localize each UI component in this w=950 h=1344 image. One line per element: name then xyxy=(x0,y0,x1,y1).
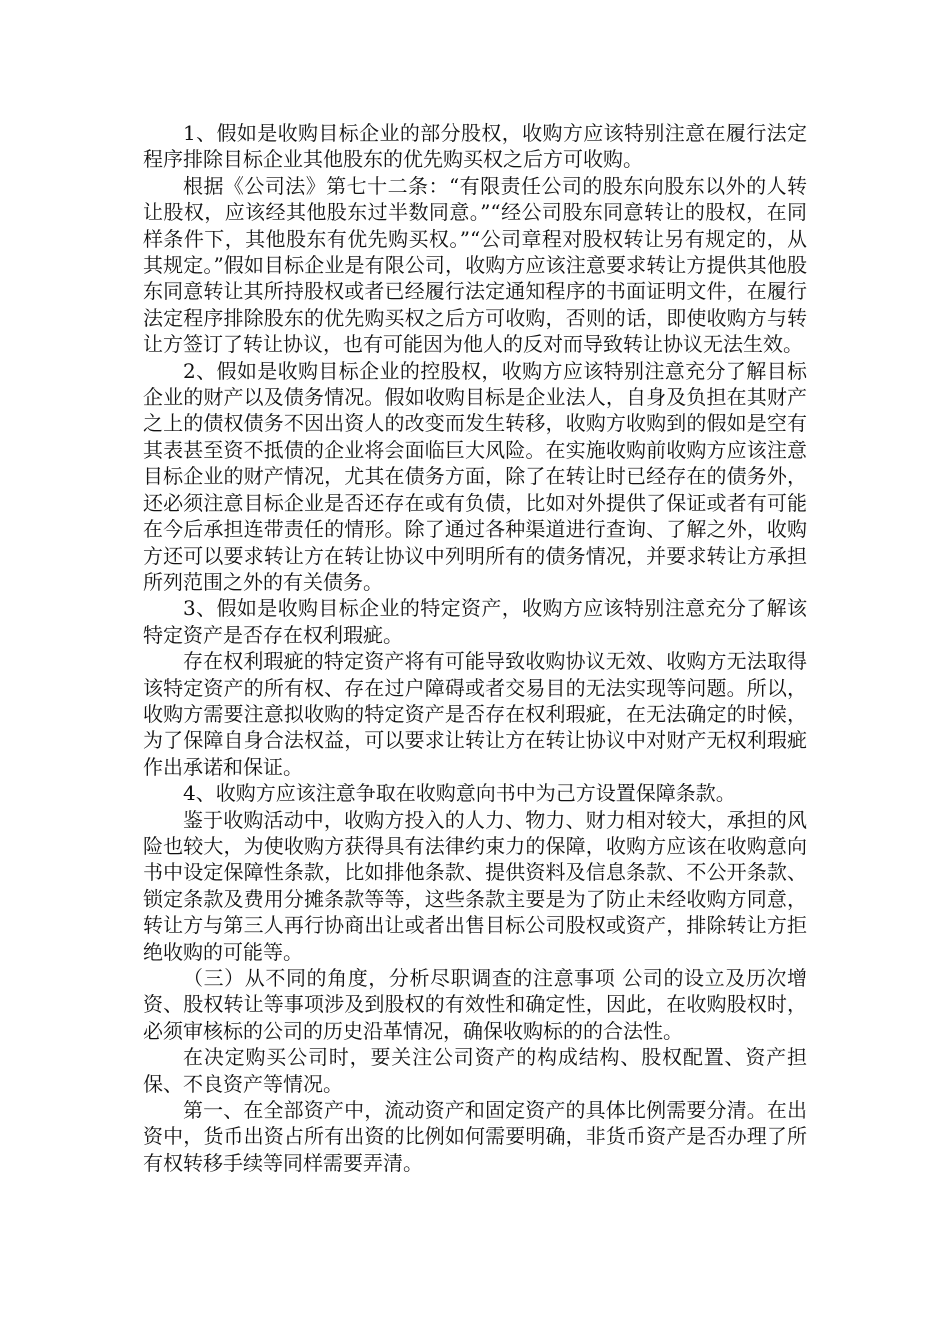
paragraph-rights-defect: 存在权利瑕疵的特定资产将有可能导致收购协议无效、收购方无法取得该特定资产的所有权、存在过户障碍或者交易目的无法实现等问题。所以，收购方需要注意拟收购的特定资产是否存在权利瑕疵，在无法确定的时候，为了保障自身合法权益，可以要求让转让方在转让协议中对财产无权利瑕疵作出承诺和保证。 xyxy=(143,649,807,779)
paragraph-letter-of-intent: 鉴于收购活动中，收购方投入的人力、物力、财力相对较大，承担的风险也较大，为使收购方获得具有法律约束力的保障，收购方应该在收购意向书中设定保障性条款，比如排他条款、提供资料及信息条款、不公开条款、锁定条款及费用分摊条款等等，这些条款主要是为了防止未经收购方同意，转让方与第三人再行协商出让或者出售目标公司股权或资产，排除转让方拒绝收购的可能等。 xyxy=(143,807,807,964)
paragraph-partial-equity: 1、假如是收购目标企业的部分股权，收购方应该特别注意在履行法定程序排除目标企业其他股东的优先购买权之后方可收购。 xyxy=(143,121,807,172)
paragraph-protective-clauses: 4、收购方应该注意争取在收购意向书中为己方设置保障条款。 xyxy=(183,781,736,806)
paragraph-current-fixed-assets: 第一、在全部资产中，流动资产和固定资产的具体比例需要分清。在出资中，货币出资占所有出资的比例如何需要明确，非货币资产是否办理了所有权转移手续等同样需要弄清。 xyxy=(143,1098,807,1175)
paragraph-specific-assets: 3、假如是收购目标企业的特定资产，收购方应该特别注意充分了解该特定资产是否存在权利瑕疵。 xyxy=(143,596,807,647)
paragraph-due-diligence: （三）从不同的角度，分析尽职调查的注意事项 公司的设立及历次增资、股权转让等事项涉及到股权的有效性和确定性，因此，在收购股权时，必须审核标的公司的历史沿革情况，确保收购标的的合法性。 xyxy=(143,966,807,1043)
paragraph-company-law-article-72: 根据《公司法》第七十二条：“有限责任公司的股东向股东以外的人转让股权，应该经其他股东过半数同意。”“经公司股东同意转让的股权，在同样条件下，其他股东有优先购买权。”“公司章程对股权转让另有规定的，从其规定。”假如目标企业是有限公司，收购方应该注意要求转让方提供其他股东同意转让其所持股权或者已经履行法定通知程序的书面证明文件，在履行法定程序排除股东的优先购买权之后方可收购，否则的话，即使收购方与转让方签订了转让协议，也有可能因为他人的反对而导致转让协议无法生效。 xyxy=(143,173,807,357)
paragraph-controlling-stake: 2、假如是收购目标企业的控股权，收购方应该特别注意充分了解目标企业的财产以及债务情况。假如收购目标是企业法人，自身及负担在其财产之上的债权债务不因出资人的改变而发生转移，收购方收购到的假如是空有其表甚至资不抵债的企业将会面临巨大风险。在实施收购前收购方应该注意目标企业的财产情况，尤其在债务方面，除了在转让时已经存在的债务外，还必须注意目标企业是否还存在或有负债，比如对外提供了保证或者有可能在今后承担连带责任的情形。除了通过各种渠道进行查询、了解之外，收购方还可以要求转让方在转让协议中列明所有的债务情况，并要求转让方承担所列范围之外的有关债务。 xyxy=(143,358,807,594)
document-body xyxy=(143,120,807,1176)
paragraph-asset-structure: 在决定购买公司时，要关注公司资产的构成结构、股权配置、资产担保、不良资产等情况。 xyxy=(143,1045,807,1096)
